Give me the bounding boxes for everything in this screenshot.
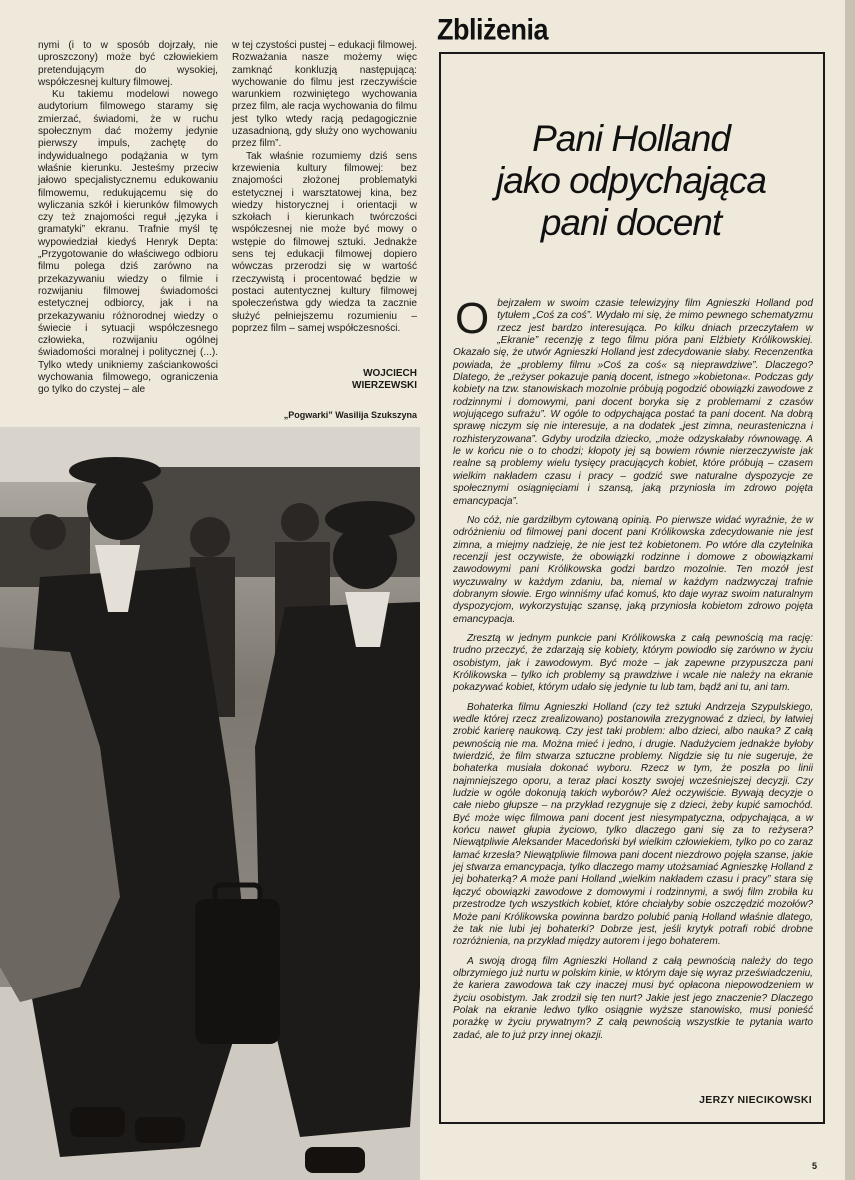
paragraph: Ku takiemu modelowi nowego audytorium filmowego staramy się zmierzać, świadomi, że w ruchu społecznym dać możemy jedynie pierwszy impuls, zachętę do indywidualnego podążania w tym właśnie kierunku. Jesteśmy przeciw jałowo specjalistycznemu edukowaniu filmowemu, redukującemu się do wyliczania szkół i kierunków filmowych czy też znajomości reguł „języka i gramatyki” ekranu. Trafnie myśl tę wypowiedział kiedyś Henryk Depta: „Przygotowanie do właściwego odbioru filmu polega dziś zarówno na przekazywaniu wiedzy o filmie i rozwijaniu filmowej świadomości estetycznej odbiorcy, jak i na przekazywaniu różnorodnej wiedzy o świecie i sytuacji współczesnego człowieka, rozwijaniu ogólnej świadomości moralnej i politycznej (...). Tylko wtedy unikniemy zaściankowości wychowania filmowego, ograniczenia go tylko do czystej – ale xyxy=(38,89,218,396)
paragraph: Bohaterka filmu Agnieszki Holland (czy też sztuki Andrzeja Szypulskiego, wedle której rzecz zrealizowano) postanowiła zrezygnować z dzieci, by łatwiej zrobić karierę naukową. Czy jest taki problem: albo dzieci, albo nauka? Z całą pewnością nie ma. Można mieć i jedno, i drugie. Nadużyciem jednakże byłoby twierdzić, że film stwarza sztuczne problemy. Nigdzie się tu nie sugeruje, że bohaterka musiała dokonać wyboru. Rzecz w tym, że poszła po linii najmniejszego oporu, a teraz płaci koszty swojej wcześniejszej decyzji. Czy ludzie w ogóle dokonują takich wyborów? Ależ oczywiście. Bywają decyzje o całe niebo głupsze – na przykład rezygnuje się z dzieci, żeby kupić samochód. Być może więc filmowa pani docent jest niesympatyczna, odpychająca, a w końcu nawet głupia życiowo, tylko dlaczego gani się za to reżysera? Niewątpliwie Aleksander Macedoński był wielkim człowiekiem, tylko po co zaraz łamać krzesła? Niewątpliwie filmowa pani docent niezdrowo pojęła szanse, jakie jej stwarza emancypacja, tylko dlaczego mamy utożsamiać Agnieszkę Holland z jej bohaterką? A może pani Holland „wielkim nakładem czasu i pracy” stara się łączyć obowiązki zawodowe z domowymi i rodzinnymi, a swój film zrobiła ku przestrodze tych wszystkich kobiet, które chciałyby sobie oszczędzić mozołów? Może pani Królikowska powinna bardzo polubić panią Holland właśnie dlatego, że tak nie lubi jej bohaterki? Dobrze jest, jeśli krytyk potrafi robić drobne rozróżnienia, na przykład między autorem i jego bohaterem. xyxy=(453,701,813,948)
page-edge xyxy=(845,0,855,1180)
headline-line: pani docent xyxy=(540,202,722,243)
film-still-illustration xyxy=(0,427,420,1180)
drop-cap: O xyxy=(455,294,490,343)
left-article-author xyxy=(300,368,417,392)
paragraph: No cóż, nie gardziłbym cytowaną opinią. Po pierwsze widać wyraźnie, że w odróżnieniu od filmowej pani docent pani Królikowska zdecydowanie nie jest zimna, a miejmy nadzieję, że nie jest też kobietonem. Po wtóre dla czytelnika recenzji jest oczywiste, że obowiązki rodzinne i domowe z obowiązkami zawodowymi pani Królikowska godzi bardzo mozolnie. Ten mozół jest wyczuwalny w każdym zdaniu, ba, niemal w każdym nadzwyczaj trafnie dobranym słowie. Ergo winniśmy ufać komuś, kto daje wyraz swoim naturalnym dyspozycjom, wykorzystując szansę, jaką przyniosła kobietom zdrowo pojęta emancypacja. xyxy=(453,514,813,625)
section-header: Zbliżenia xyxy=(437,13,549,47)
paragraph: Zresztą w jednym punkcie pani Królikowska z całą pewnością ma rację: trudno przeczyć, że zdarzają się kobiety, którym powiodło się zarówno w życiu osobistym, jak i zawodowym. Być może – jak zapewne przypuszcza pani Królikowska – tylko ich problemy są prawdziwe i wcale nie należy na ekranie pokazywać kobiet, którym udało się jedynie tu lub tam, bądź ani tu, ani tam. xyxy=(453,632,813,694)
page-number: 5 xyxy=(812,1161,818,1171)
left-article-column-2 xyxy=(232,40,417,335)
paragraph: nymi (i to w sposób dojrzały, nie uproszczony) może być człowiekiem pretendującym do wysokiej, współczesnej kultury filmowej. xyxy=(38,40,218,88)
caption-author: Wasilija Szukszyna xyxy=(335,410,417,420)
paragraph: Tak właśnie rozumiemy dziś sens krzewienia kultury filmowej: bez znajomości złożonej problematyki estetycznej i warsztatowej kina, bez wiedzy historycznej i orientacji w szkołach i kierunkach twórczości współczesnej nie może być mowy o wstępie do filmowej sztuki. Jednakże sens tej edukacji filmowej dopiero wówczas przerodzi się w wartość rzeczywistą i procentować będzie w postaci autentycznej kultury filmowej społeczeństwa gdy wiedza ta zacznie służyć pełniejszemu rozumieniu – poprzez film – samej współczesności. xyxy=(232,150,417,334)
paragraph-text: bejrzałem w swoim czasie telewizyjny film Agnieszki Holland pod tytułem „Coś za coś”. Wydało mi się, że mimo pewnego schematyzmu rzecz jest bardzo interesująca. Po kilku dniach przeczytałem w „Ekranie” recenzję z tego filmu pióra pani Elżbiety Królikowskiej. Okazało się, że utwór Agnieszki Holland jest zdecydowanie słaby. Recenzentka powiada, że „problemy filmu »Coś za coś« są nieprawdziwe”. Dlaczego? Dlatego, że „reżyser pokazuje panią docent, istnego »kobietona«. Podczas gdy kobiety na tzw. stanowiskach mozolnie próbują pogodzić obowiązki zawodowe z rodzinnymi i domowymi, pani docent boryka się z problemami z czasów wojującego sufrażu”. W ogóle to odpychająca postać ta pani docent. Na dobrą sprawę niczym się nie interesuje, a na dodatek „jest zimna, neurasteniczna i rozhisteryzowana”. Gdyby urodziła dziecko, „może odzyskałaby równowagę. A le w końcu nie o to chodzi; kłopoty jej są bowiem równie nierzeczywiste jak realne są problemy wielu tysięcy pracujących kobiet, które próbują – czasem wielkim nakładem czasu i pracy – godzić swe naturalne dyspozycje ze społecznymi osiągnięciami i szansą, jaką przyniosła im zdrowo pojęta emancypacja”. xyxy=(453,298,813,507)
main-headline xyxy=(450,118,812,244)
headline-line: jako odpychająca xyxy=(496,160,766,201)
film-still-photo xyxy=(0,427,420,1180)
headline-line: Pani Holland xyxy=(532,118,730,159)
author-first-name: WOJCIECH xyxy=(363,368,417,379)
paragraph: w tej czystości pustej – edukacji filmowej. Rozważania nasze możemy więc zamknąć konkluzją następującą: wychowanie do filmu jest rzeczywiście warunkiem rozwiniętego wychowania przez film, ale racja wychowania do filmu jest tylko wtedy racją pedagogicznie uzasadnioną, gdy służy ono wychowaniu przez film”. xyxy=(232,40,417,150)
left-article-column-1 xyxy=(38,40,218,397)
author-last-name: WIERZEWSKI xyxy=(352,380,417,391)
main-article-body xyxy=(453,294,813,1049)
paragraph: A swoją drogą film Agnieszki Holland z całą pewnością należy do tego olbrzymiego już nurtu w polskim kinie, w którym daje się wyraz przeświadczeniu, że kariera zawodowa tak czy inaczej musi być opłacona niepowodzeniem w życiu osobistym. Jak zrodził się ten nurt? Jakie jest jego znaczenie? Dlaczego Polak na ekranie ledwo tylko osiągnie wyższe stanowisko, musi ponieść porażkę w życiu prywatnym? Z całą pewnością wszystkie te pytania warto zadać, ale to już przy innej okazji. xyxy=(453,955,813,1041)
paragraph xyxy=(453,294,813,508)
main-article-author: JERZY NIECIKOWSKI xyxy=(699,1094,812,1106)
caption-title: „Pogwarki” xyxy=(283,410,333,420)
photo-caption xyxy=(200,410,417,420)
